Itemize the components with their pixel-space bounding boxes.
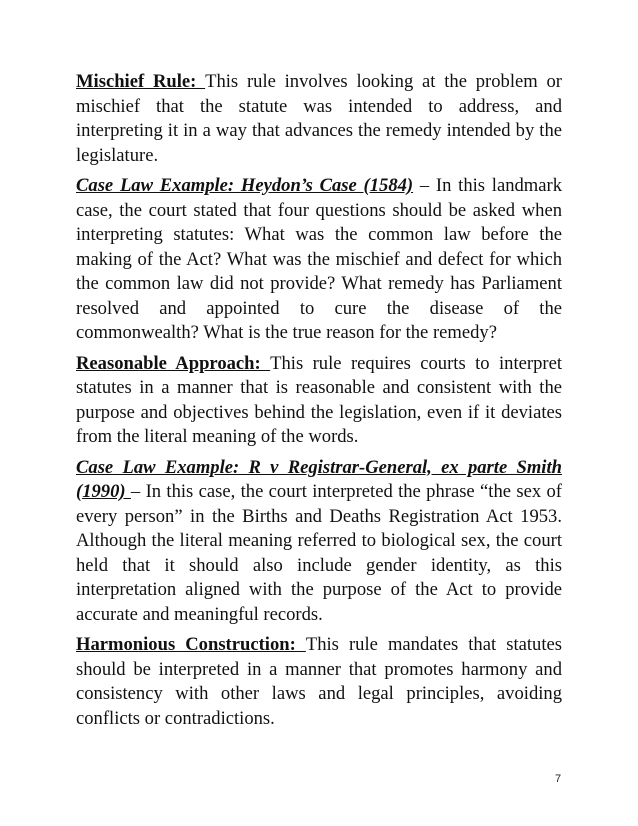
paragraph-heydons-case (76, 174, 562, 346)
text-heydons-case: – In this landmark case, the court stated that four questions should be asked when interpreting statutes: What was the common law before the making of the Act? What was the mischief and defect for which the common law did not provide? What remedy has Parliament resolved and appointed to cure the disease of the commonwealth? What is the true reason for the remedy? (76, 175, 563, 343)
heading-reasonable-approach: Reasonable Approach: (76, 352, 271, 374)
paragraph-harmonious-construction (76, 633, 562, 731)
text-mischief-rule: This rule involves looking at the problem or mischief that the statute was intended to address, and interpreting it in a way that advances the remedy intended by the legislature. (76, 71, 562, 166)
heading-harmonious-construction: Harmonious Construction: (76, 634, 306, 655)
text-registrar-general: – In this case, the court interpreted the phrase “the sex of every person” in the Births and Deaths Registration Act 1953. Although the literal meaning referred to biological sex, the court held that it should also include gender identity, as this interpretation aligned with the purpose of the Act to provide accurate and meaningful records. (76, 481, 562, 625)
text-reasonable-approach: This rule requires courts to interpret statutes in a manner that is reasonable and consistent with the purpose and objectives behind the legislation, even if it deviates from the literal meaning of the words. (76, 352, 562, 447)
paragraph-reasonable-approach (76, 352, 562, 450)
text-harmonious-construction: This rule mandates that statutes should be interpreted in a manner that promotes harmony and consistency with other laws and legal principles, avoiding conflicts or contradictions. (76, 634, 562, 729)
document-body (76, 70, 562, 737)
heading-registrar-general: Case Law Example: R v Registrar-General, ex parte Smith (1990) (76, 456, 562, 502)
page-number: 7 (555, 773, 562, 785)
heading-mischief-rule: Mischief Rule: (76, 71, 206, 92)
heading-heydons-case: Case Law Example: Heydon’s Case (1584) (76, 175, 414, 196)
paragraph-mischief-rule (76, 70, 562, 168)
paragraph-registrar-general (76, 456, 562, 628)
